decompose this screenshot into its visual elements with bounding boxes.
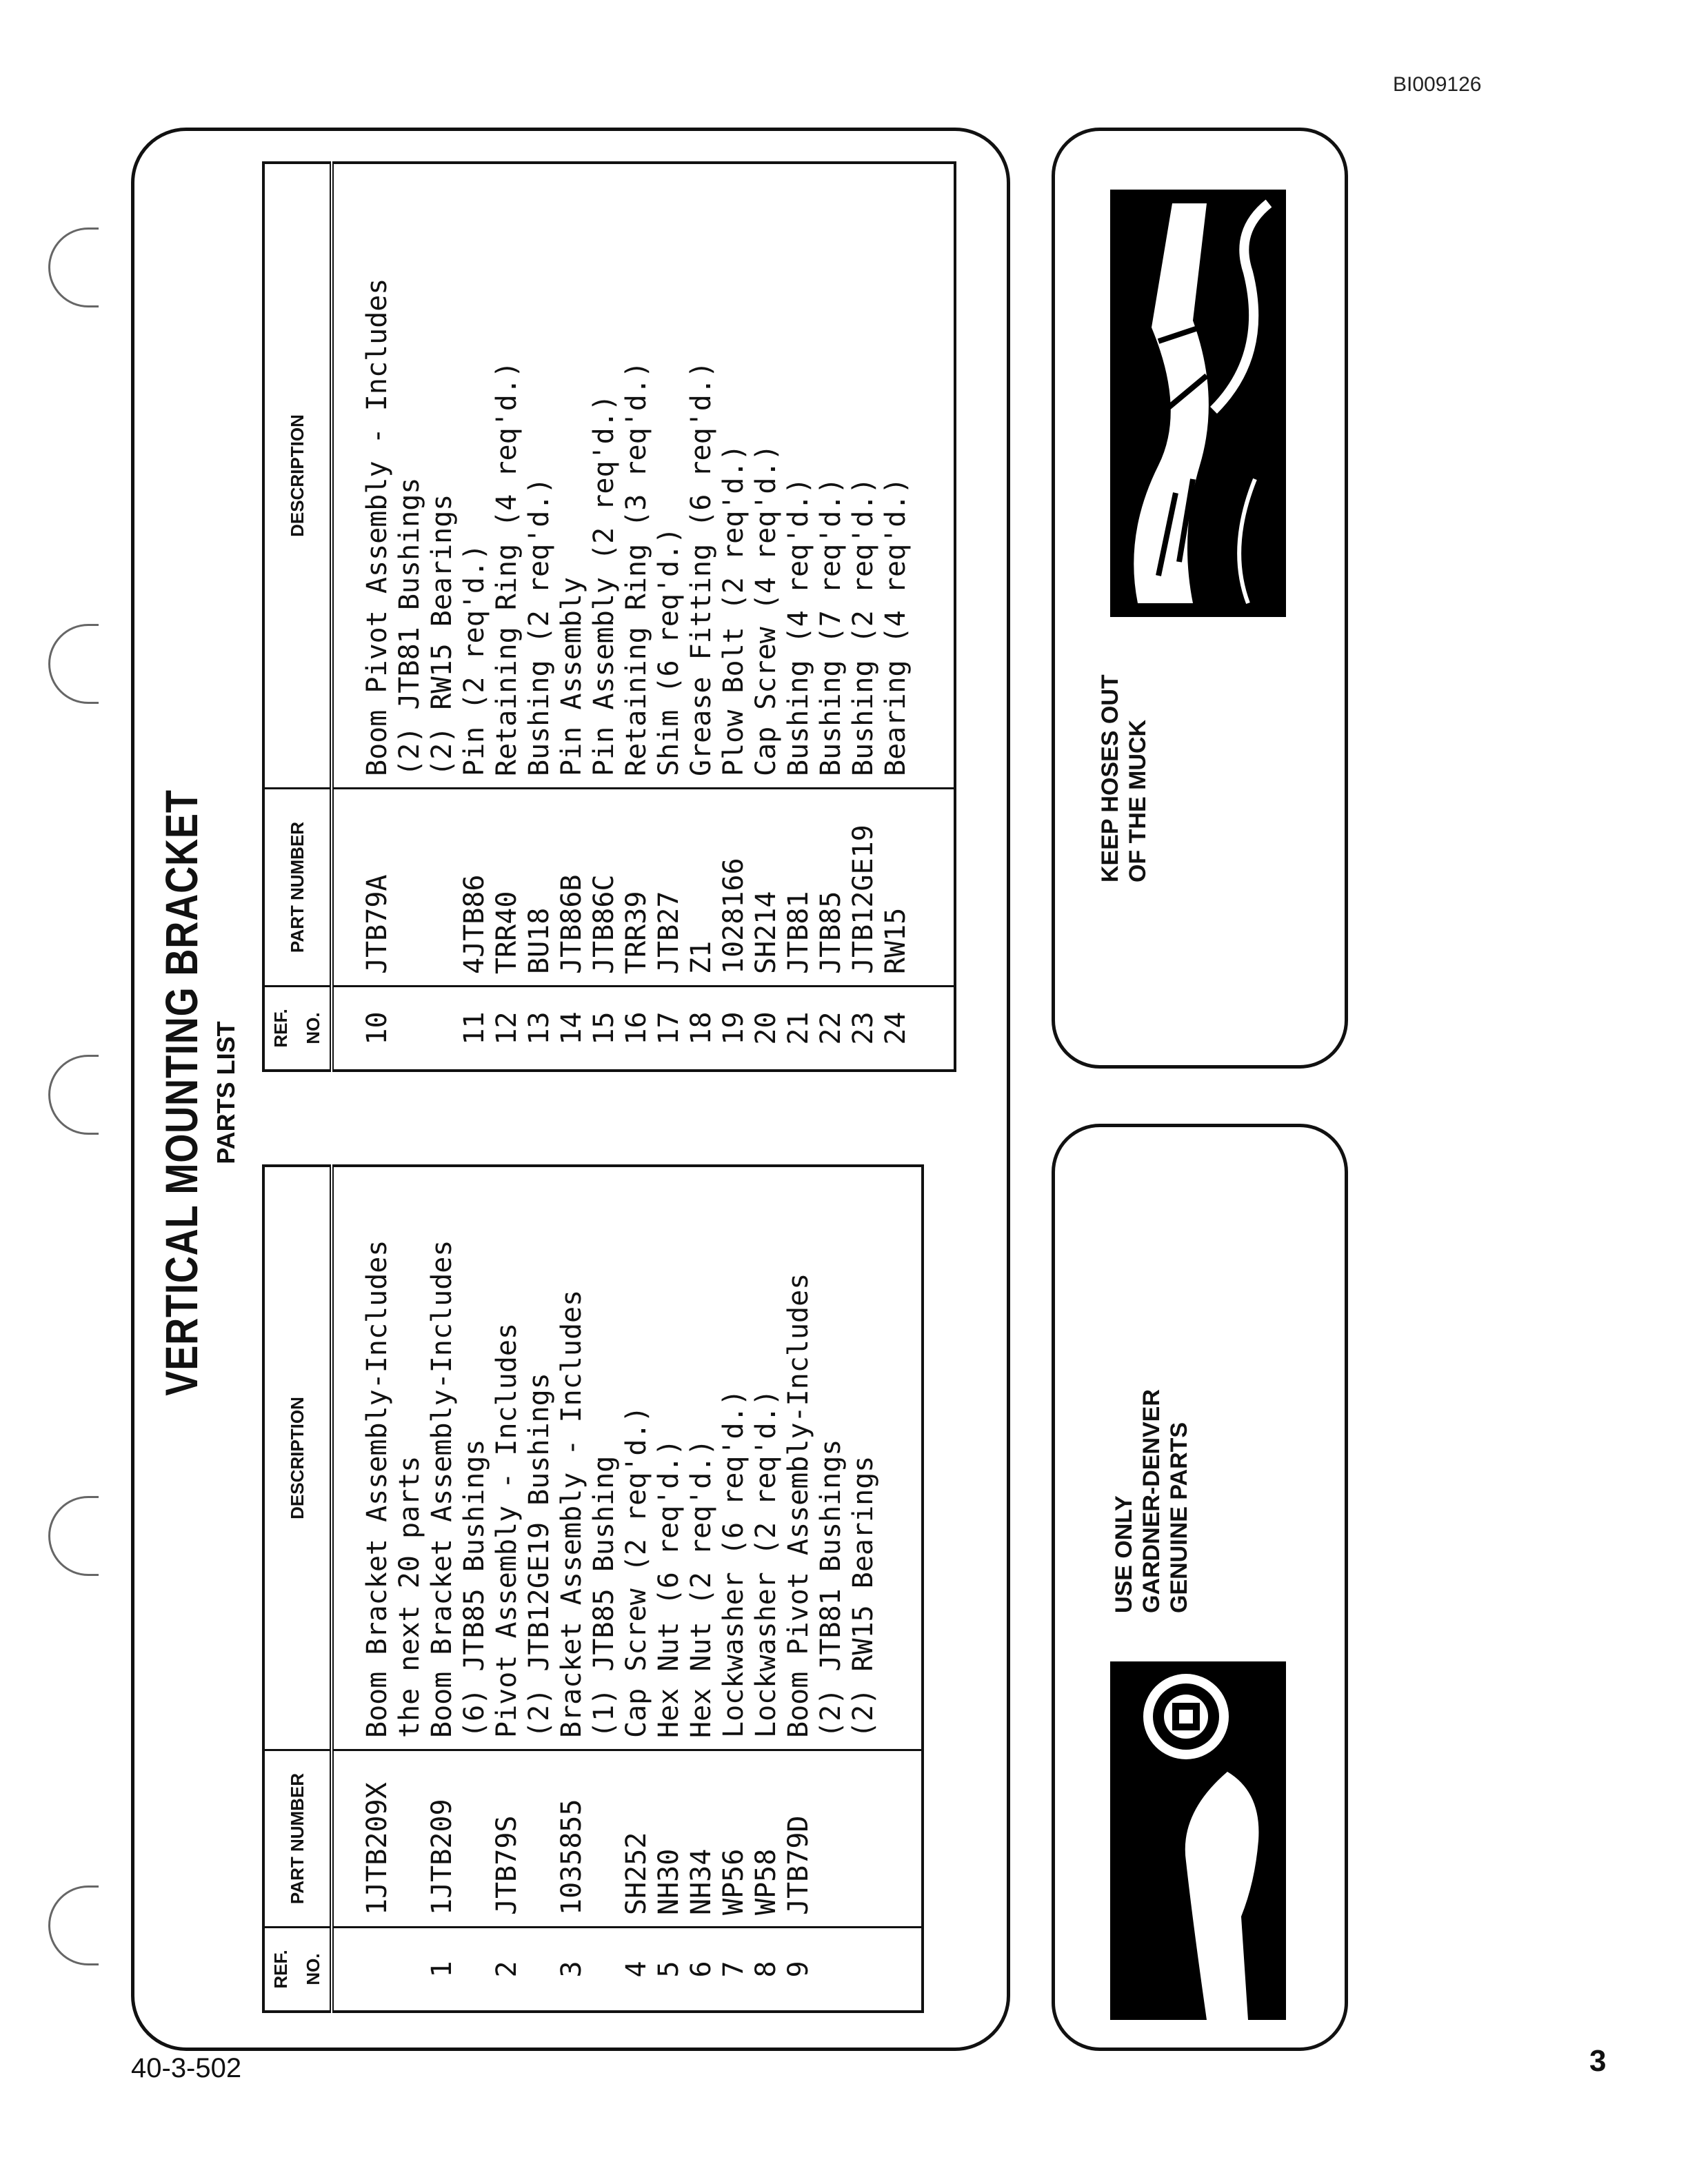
ref-no-cell: 20 [750,1011,782,1045]
table-row [685,1166,718,2012]
description-cell: Pin Assembly (2 req'd.) [588,163,621,789]
binder-hole [48,1055,99,1135]
part-number-cell: 1JTB209X [332,1750,426,1928]
parts-table-left [262,1164,924,2013]
ref-no-cell: 10 [361,1011,393,1045]
table-row [653,163,685,1071]
part-number-cell: SH252 [621,1750,653,1928]
ref-no-cell: 5 [653,1961,685,1978]
page-subtitle: PARTS LIST [212,1021,240,1164]
description-cell: Cap Screw (2 req'd.) [621,1166,653,1750]
part-number-cell: BU18 [523,789,556,987]
ref-no-cell: 22 [815,1011,847,1045]
table-row [847,163,880,1071]
part-number-cell: JTB79A [332,789,459,987]
ref-no-cell: 24 [880,1011,912,1045]
part-number-cell: WP58 [750,1750,783,1928]
part-number-cell: WP56 [718,1750,750,1928]
binder-hole [48,1496,99,1576]
ref-no-cell: 13 [523,1011,555,1045]
binder-hole [48,624,99,704]
description-cell: Bearing (4 req'd.) [880,163,912,789]
header-part-number: PART NUMBER [263,789,332,987]
page-title: VERTICAL MOUNTING BRACKET [156,789,207,1396]
hands-hose-illustration [1110,190,1286,617]
header-ref-no: REF. NO. [263,987,332,1071]
table-row [685,163,718,1071]
table-row [523,163,556,1071]
description-cell: Boom Bracket Assembly-Includes (6) JTB85 Bushings [426,1166,491,1750]
ref-no-cell: 1 [426,1961,458,1978]
ref-no-cell: 12 [491,1011,523,1045]
part-number-cell: JTB79D [783,1750,880,1928]
table-row [556,163,588,1071]
parts-list-panel [131,128,1010,2051]
part-number-cell: JTB86C [588,789,621,987]
table-row [815,163,847,1071]
table-row [621,1166,653,2012]
description-cell: Lockwasher (2 req'd.) [750,1166,783,1750]
description-cell: Pin (2 req'd.) [459,163,491,789]
binder-hole [48,228,99,307]
promo-parts-text: USE ONLY GARDNER-DENVER GENUINE PARTS [1111,1389,1192,1613]
description-cell: Pin Assembly [556,163,588,789]
promo-genuine-parts [1052,1124,1348,2051]
part-number-cell: JTB86B [556,789,588,987]
description-cell: Pivot Assembly - Includes (2) JTB12GE19 Bushings [491,1166,556,1750]
description-cell: Boom Bracket Assembly-Includes the next 20 parts [332,1166,426,1750]
table-row [880,163,912,1071]
description-cell: Hex Nut (2 req'd.) [685,1166,718,1750]
ref-no-cell: 21 [783,1011,814,1045]
ref-no-cell: 11 [459,1011,490,1045]
description-cell: Retaining Ring (3 req'd.) [621,163,653,789]
document-id: BI009126 [1393,73,1482,96]
description-cell: Boom Pivot Assembly-Includes (2) JTB81 Bushings (2) RW15 Bearings [783,1166,880,1750]
part-number-cell: JTB79S [491,1750,556,1928]
description-cell: Boom Pivot Assembly - Includes (2) JTB81 Bushings (2) RW15 Bearings [332,163,459,789]
page-number: 3 [1589,2044,1607,2078]
ref-no-cell: 2 [491,1961,523,1978]
table-row [653,1166,685,2012]
ref-no-cell: 8 [750,1961,782,1978]
part-number-cell: NH30 [653,1750,685,1928]
description-cell: Bracket Assembly - Includes (1) JTB85 Bushing [556,1166,621,1750]
description-cell: Shim (6 req'd.) [653,163,685,789]
table-row [750,1166,783,2012]
description-cell: Hex Nut (6 req'd.) [653,1166,685,1750]
parts-table-right [262,161,956,1072]
description-cell: Bushing (2 req'd.) [847,163,880,789]
ref-no-cell: 16 [621,1011,652,1045]
table-row [621,163,653,1071]
table-row [491,1166,556,2012]
ref-no-cell: 4 [621,1961,652,1978]
part-number-cell: JTB27 [653,789,685,987]
ref-no-cell: 19 [718,1011,750,1045]
ref-no-cell: 3 [556,1961,587,1978]
table-row [491,163,523,1071]
table-row [718,1166,750,2012]
description-cell: Grease Fitting (6 req'd.) [685,163,718,789]
description-cell: Bushing (4 req'd.) [783,163,815,789]
ref-no-cell: 9 [783,1961,814,1978]
table-row [588,163,621,1071]
binder-hole [48,1885,99,1965]
part-number-cell: 1035855 [556,1750,621,1928]
table-row [718,163,750,1071]
part-number-cell: RW15 [880,789,912,987]
description-cell: Lockwasher (6 req'd.) [718,1166,750,1750]
ref-no-cell [332,1928,426,2012]
part-number-cell: TRR39 [621,789,653,987]
ref-no-cell: 7 [718,1961,750,1978]
part-number-cell: 4JTB86 [459,789,491,987]
table-row [426,1166,491,2012]
table-row [332,1166,426,2012]
ref-no-cell: 15 [588,1011,620,1045]
hand-coin-illustration [1110,1661,1286,2020]
part-number-cell: JTB12GE19 [847,789,880,987]
part-number-cell: JTB85 [815,789,847,987]
header-ref-no: REF. NO. [263,1928,332,2012]
promo-hoses-text: KEEP HOSES OUT OF THE MUCK [1097,674,1151,882]
table-row [750,163,783,1071]
table-row [783,1166,880,2012]
part-number-cell: 1028166 [718,789,750,987]
ref-no-cell: 18 [685,1011,717,1045]
table-row [332,163,459,1071]
description-cell: Bushing (7 req'd.) [815,163,847,789]
description-cell: Bushing (2 req'd.) [523,163,556,789]
table-row [783,163,815,1071]
part-number-cell: Z1 [685,789,718,987]
description-cell: Plow Bolt (2 req'd.) [718,163,750,789]
promo-keep-hoses [1052,128,1348,1069]
header-part-number: PART NUMBER [263,1750,332,1928]
part-number-cell: 1JTB209 [426,1750,491,1928]
table-spacer [880,1166,923,2012]
description-cell: Retaining Ring (4 req'd.) [491,163,523,789]
ref-no-cell: 14 [556,1011,587,1045]
table-spacer [912,163,955,1071]
header-description: DESCRIPTION [263,1166,332,1750]
part-number-cell: NH34 [685,1750,718,1928]
description-cell: Cap Screw (4 req'd.) [750,163,783,789]
part-number-cell: SH214 [750,789,783,987]
table-row [556,1166,621,2012]
ref-no-cell: 23 [847,1011,879,1045]
part-number-cell: JTB81 [783,789,815,987]
ref-no-cell: 6 [685,1961,717,1978]
table-row [459,163,491,1071]
part-number-cell: TRR40 [491,789,523,987]
header-description: DESCRIPTION [263,163,332,789]
ref-no-cell: 17 [653,1011,685,1045]
page-code: 40-3-502 [131,2053,242,2083]
